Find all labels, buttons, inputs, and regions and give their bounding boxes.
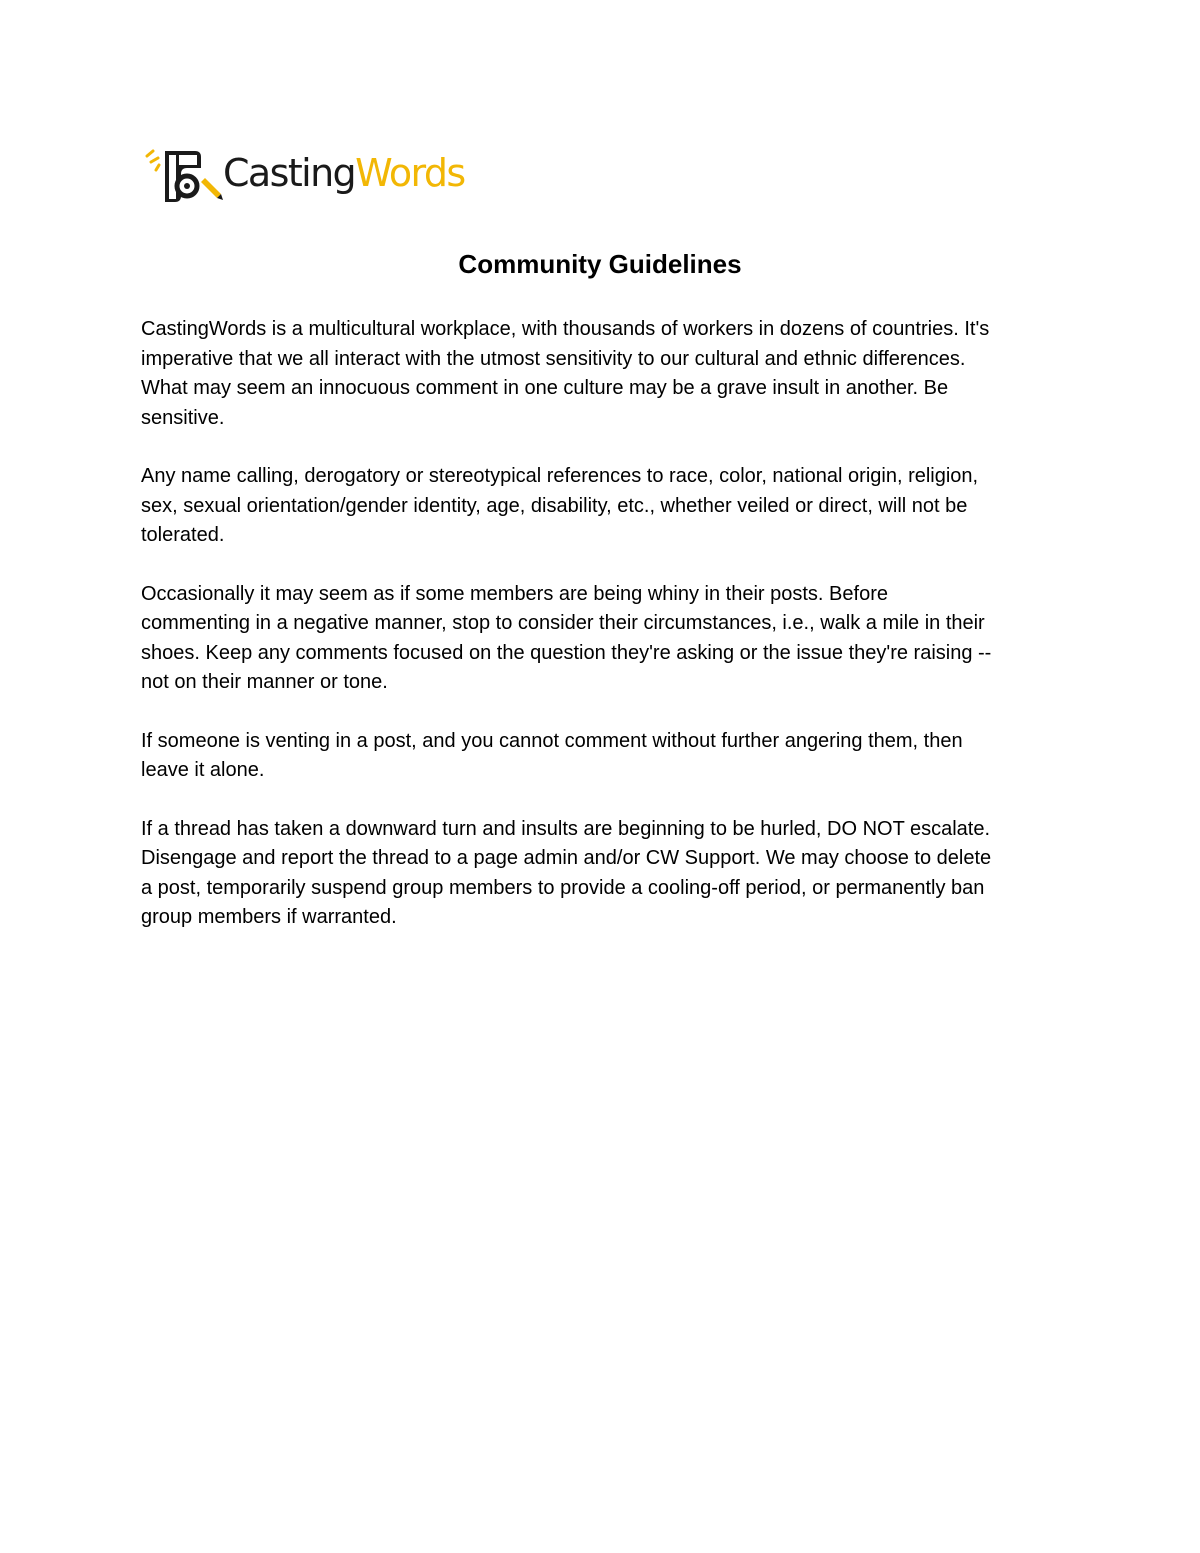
paragraph-escalation: If a thread has taken a downward turn and insults are beginning to be hurled, DO NOT escalate. Disengage and report the thread to a page admin and/or CW Support. We may choose to delete a post, temporarily suspend group members to provide a cooling-off period, or permanently ban group members if warranted.	[141, 817, 992, 928]
casting-words-logo	[143, 146, 463, 208]
paragraph-multicultural: CastingWords is a multicultural workplace, with thousands of workers in dozens of countries. It's imperative that we all interact with the utmost sensitivity to our cultural and ethnic differences. What may seem an innocuous comment in one culture may be a grave insult in another. Be sensitive.	[141, 318, 990, 429]
logo-wordmark	[223, 150, 465, 196]
speaker-pencil-logo-icon	[143, 146, 227, 208]
logo-word-dark: Casting	[223, 151, 356, 195]
logo-word-accent: Words	[355, 151, 465, 195]
paragraph-whiny-posts: Occasionally it may seem as if some members are being whiny in their posts. Before commenting in a negative manner, stop to consider their circumstances, i.e., walk a mile in their shoes. Keep any comments focused on the question they're asking or the issue they're raising -- not on their manner or tone.	[141, 582, 992, 693]
paragraph-venting: If someone is venting in a post, and you cannot comment without further angering them, then leave it alone.	[141, 729, 963, 781]
page-title: Community Guidelines	[458, 249, 742, 279]
document-body	[141, 315, 1066, 962]
paragraph-name-calling: Any name calling, derogatory or stereotypical references to race, color, national origin, religion, sex, sexual orientation/gender identity, age, disability, etc., whether veiled or direct, will not be tolerated.	[141, 465, 979, 546]
